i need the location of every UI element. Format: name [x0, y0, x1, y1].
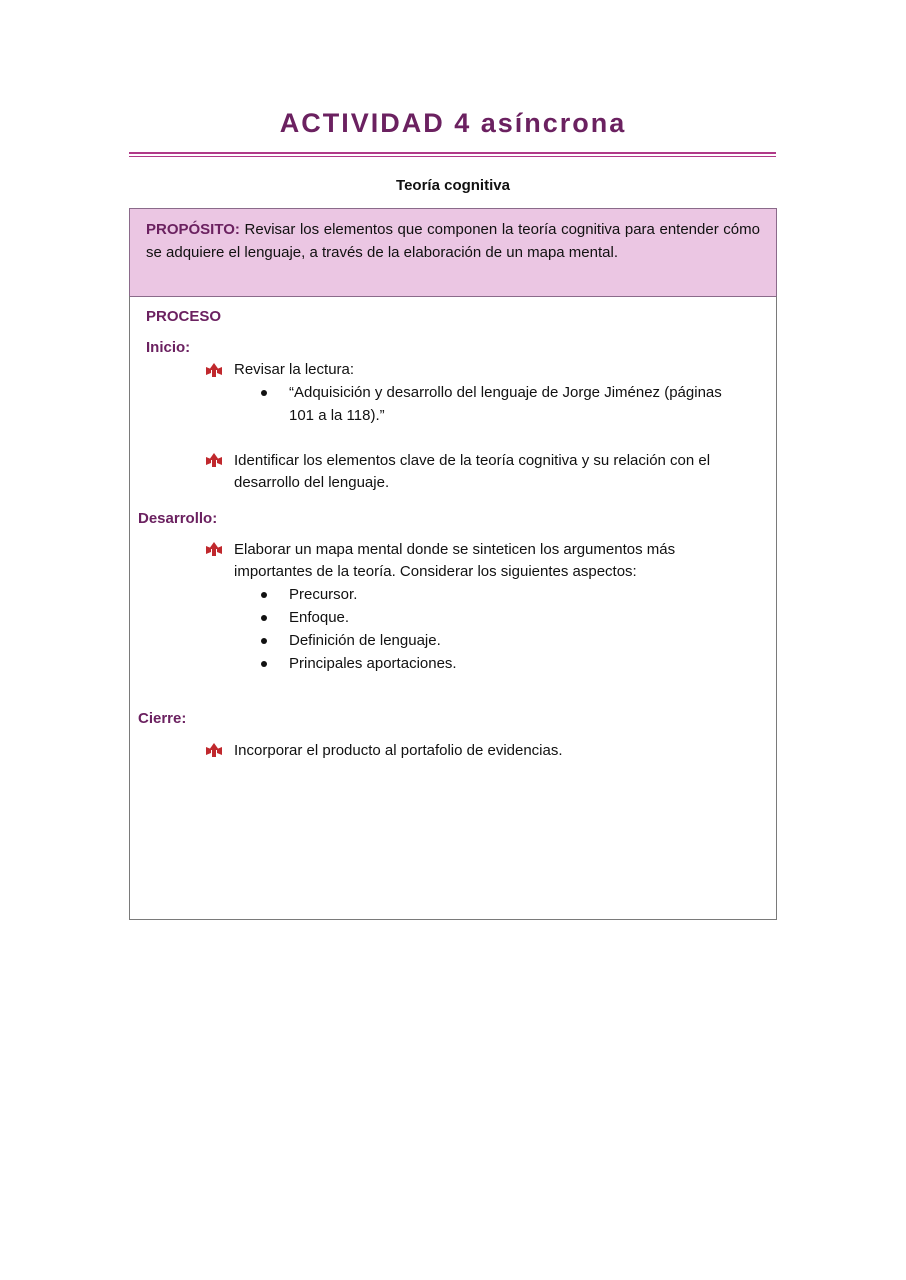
black-dot-icon — [261, 638, 267, 644]
purpose-description: Revisar los elementos que componen la teoría cognitiva para entender cómo se adquiere el lenguaje, a través de la elaboración de un mapa mental. — [146, 221, 760, 261]
aspect-item: Precursor. — [289, 586, 358, 603]
aspect-item: Definición de lenguaje. — [289, 632, 441, 649]
title-rule-thick — [129, 152, 776, 154]
process-heading: PROCESO — [146, 308, 222, 325]
purpose-text — [146, 219, 760, 264]
inicio-subitem-1-cont: 101 a la 118).” — [289, 407, 385, 424]
cierre-item-1: Incorporar el producto al portafolio de evidencias. — [234, 742, 563, 759]
black-dot-icon — [261, 661, 267, 667]
black-dot-icon — [261, 615, 267, 621]
page-title: ACTIVIDAD 4 asíncrona — [279, 108, 627, 138]
purpose-label: PROPÓSITO: — [146, 221, 240, 238]
desarrollo-label: Desarrollo: — [138, 510, 218, 527]
aspect-item: Enfoque. — [289, 609, 350, 626]
black-dot-icon — [261, 390, 267, 396]
inicio-item-2: Identificar los elementos clave de la teoría cognitiva y su relación con el — [234, 452, 711, 469]
red-arrow-bullet-icon — [206, 363, 222, 377]
inicio-item-2-cont: desarrollo del lenguaje. — [234, 474, 390, 491]
desarrollo-item-1: Elaborar un mapa mental donde se sinteticen los argumentos más — [234, 541, 676, 558]
black-dot-icon — [261, 592, 267, 598]
cierre-label: Cierre: — [138, 710, 187, 727]
inicio-label: Inicio: — [146, 339, 191, 356]
red-arrow-bullet-icon — [206, 542, 222, 556]
inicio-item-1: Revisar la lectura: — [234, 361, 355, 378]
red-arrow-bullet-icon — [206, 743, 222, 757]
title-rule-thin — [129, 156, 776, 157]
inicio-subitem-1: “Adquisición y desarrollo del lenguaje de Jorge Jiménez (páginas — [289, 384, 722, 401]
subtitle: Teoría cognitiva — [396, 177, 510, 194]
red-arrow-bullet-icon — [206, 453, 222, 467]
purpose-box — [129, 208, 777, 297]
desarrollo-item-1-cont: importantes de la teoría. Considerar los siguientes aspectos: — [234, 563, 637, 580]
aspect-item: Principales aportaciones. — [289, 655, 457, 672]
